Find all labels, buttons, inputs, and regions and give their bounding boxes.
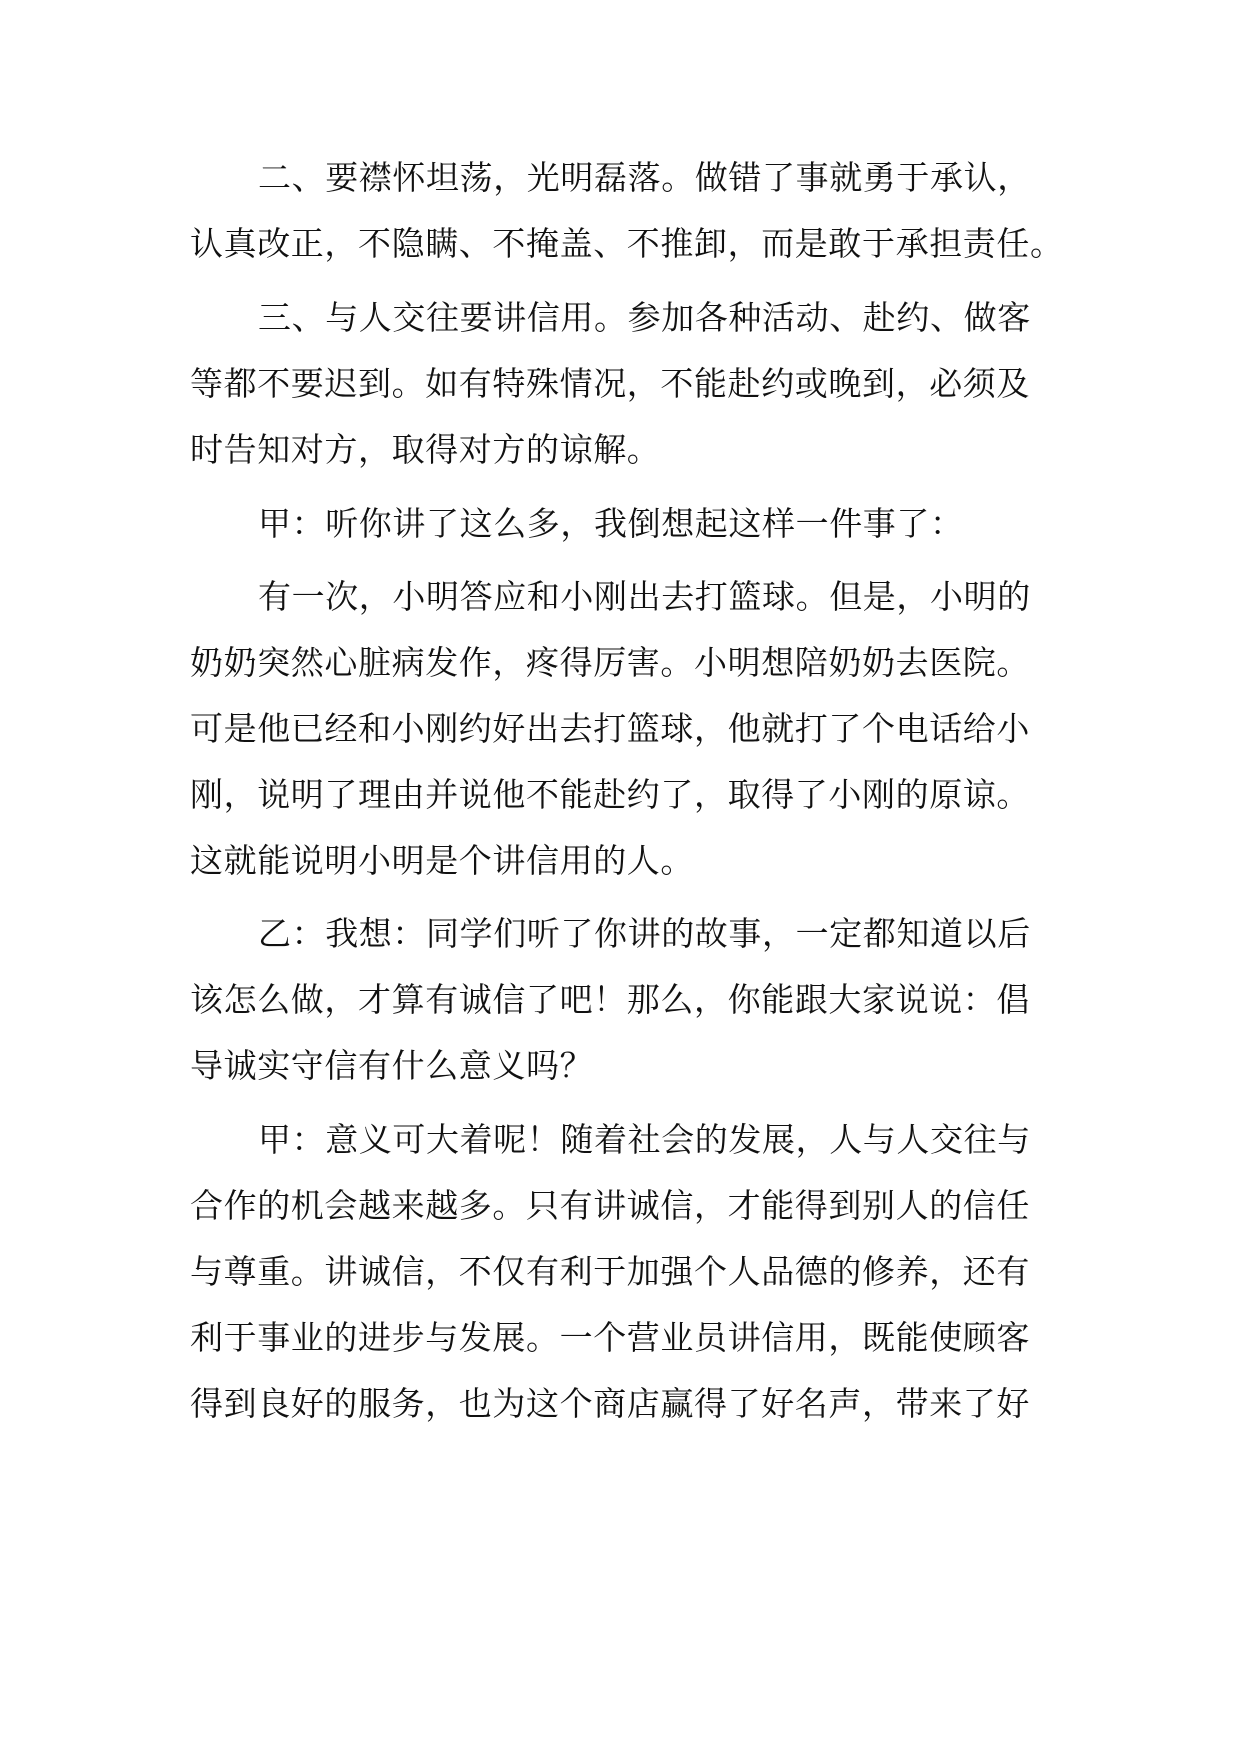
- paragraph-line: 合作的机会越来越多。只有讲诚信，才能得到别人的信任: [190, 1186, 1030, 1225]
- paragraph-line: 与尊重。讲诚信，不仅有利于加强个人品德的修养，还有: [190, 1252, 1030, 1291]
- paragraph-line: 奶奶突然心脏病发作，疼得厉害。小明想陪奶奶去医院。: [190, 643, 1030, 682]
- paragraph-line: 时告知对方，取得对方的谅解。: [190, 430, 661, 469]
- paragraph-line: 认真改正，不隐瞒、不掩盖、不推卸，而是敢于承担责任。: [190, 224, 1064, 263]
- paragraph-line: 二、要襟怀坦荡，光明磊落。做错了事就勇于承认，: [258, 158, 1031, 197]
- paragraph-line: 甲：听你讲了这么多，我倒想起这样一件事了：: [258, 504, 964, 543]
- paragraph-line: 这就能说明小明是个讲信用的人。: [190, 841, 694, 880]
- paragraph-line: 该怎么做，才算有诚信了吧！那么，你能跟大家说说：倡: [190, 980, 1030, 1019]
- paragraph-line: 导诚实守信有什么意义吗？: [190, 1046, 594, 1085]
- paragraph-line: 得到良好的服务，也为这个商店赢得了好名声，带来了好: [190, 1384, 1030, 1423]
- paragraph-line: 有一次，小明答应和小刚出去打篮球。但是，小明的: [258, 577, 1031, 616]
- paragraph-line: 乙：我想：同学们听了你讲的故事，一定都知道以后: [258, 914, 1031, 953]
- paragraph-line: 三、与人交往要讲信用。参加各种活动、赴约、做客: [258, 298, 1031, 337]
- paragraph-line: 刚，说明了理由并说他不能赴约了，取得了小刚的原谅。: [190, 775, 1030, 814]
- paragraph-line: 甲：意义可大着呢！随着社会的发展，人与人交往与: [258, 1120, 1031, 1159]
- paragraph-line: 等都不要迟到。如有特殊情况，不能赴约或晚到，必须及: [190, 364, 1030, 403]
- paragraph-line: 利于事业的进步与发展。一个营业员讲信用，既能使顾客: [190, 1318, 1030, 1357]
- paragraph-line: 可是他已经和小刚约好出去打篮球，他就打了个电话给小: [190, 709, 1030, 748]
